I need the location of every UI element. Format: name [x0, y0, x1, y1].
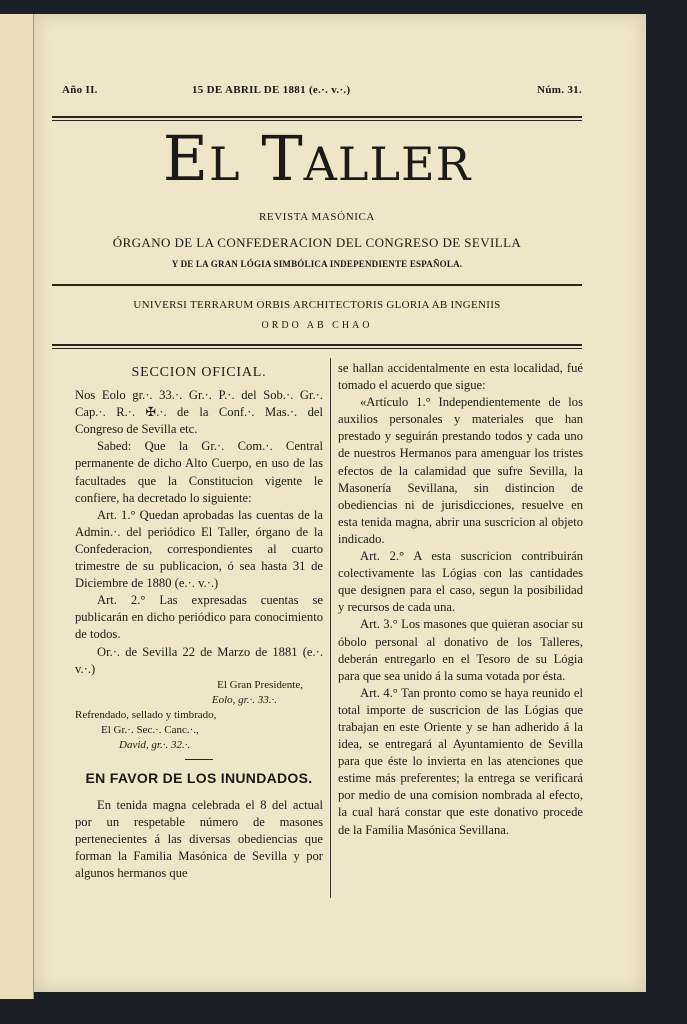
paragraph: Nos Eolo gr.·. 33.·. Gr.·. P.·. del Sob.·. Gr.·. Cap.·. R.·. ✠.·. de la Conf.·. Mas.·. del Congreso de Sevilla etc. — [75, 388, 323, 437]
section-title-oficial: SECCION OFICIAL. — [131, 365, 267, 380]
right-column — [338, 360, 583, 839]
paragraph: Art. 2.° A esta suscricion contribuirán colectivamente las Lógias con las cantidades que designen para el caso, segun la posibilidad y recursos de cada una. — [338, 549, 583, 615]
paragraph: Art. 3.° Los masones que quieran asociar su óbolo personal al donativo de los Talleres, deberán entregarlo en el Tesoro de su Lógia para que sea unido á la suma votada por ésta. — [338, 617, 583, 683]
masthead-letter: E — [162, 122, 210, 195]
issue-number: Núm. 31. — [537, 84, 582, 96]
top-rule-thin — [52, 120, 582, 121]
subtitle-revista: REVISTA MASÓNICA — [259, 211, 375, 223]
subtitle-logia: Y DE LA GRAN LÓGIA SIMBÓLICA INDEPENDIENTE ESPAÑOLA. — [171, 259, 463, 269]
paragraph: En tenida magna celebrada el 8 del actual por un respetable número de masones pertenecientes á las diversas obediencias que forman la Familia Masónica de Sevilla y por algunos hermanos que — [75, 797, 323, 881]
section-divider — [185, 759, 213, 760]
paragraph: Sabed: Que la Gr.·. Com.·. Central permanente de dicho Alto Cuerpo, en uso de las facultades que la Constitucion vigente le confiere, ha decretado lo siguiente: — [75, 439, 323, 505]
lower-rule — [52, 344, 582, 346]
signature-line: Refrendado, sellado y timbrado, — [75, 708, 217, 721]
motto-ordo: ORDO AB CHAO — [261, 320, 373, 331]
top-rule — [52, 116, 582, 118]
motto-line: UNIVERSI TERRARUM ORBIS ARCHITECTORIS GLORIA AB INGENIIS — [133, 299, 501, 311]
column-separator — [330, 358, 331, 898]
issue-year: Año II. — [62, 84, 98, 96]
paragraph: Art. 1.° Quedan aprobadas las cuentas de la Admin.·. del periódico El Taller, órgano de la Confederacion, correspondientes al cuarto trimestre de su publicacion, ó sea hasta 31 de Diciembre de 1880 (e.·. v.·.) — [75, 507, 323, 591]
paragraph: Or.·. de Sevilla 22 de Marzo de 1881 (e.·. v.·.) — [75, 644, 323, 676]
section-title-inundados: EN FAVOR DE LOS INUNDADOS. — [85, 769, 313, 786]
paragraph: Art. 4.° Tan pronto como se haya reunido el total importe de suscricion de las Lógias que trabajan en este Oriente y se han adherido á la idea, se entregará al Ayuntamiento de Sevilla para que éste lo invierta en las atenciones que estime más preferentes; la entrega se verificará por medio de una comision nombrada al efecto, la cual hará constar que este donativo procede de la Familia Masónica Sevillana. — [338, 685, 583, 837]
masthead-letters: ALLER — [303, 137, 472, 191]
signature-line: Eolo, gr.·. 33.·. — [211, 693, 277, 706]
adjacent-page-edge — [0, 14, 34, 999]
mid-rule — [52, 284, 582, 286]
paragraph: Art. 2.° Las expresadas cuentas se publicarán en dicho periódico para conocimiento de todos. — [75, 593, 323, 642]
paragraph: se hallan accidentalmente en esta localidad, fué tomado el acuerdo que sigue: — [338, 361, 583, 393]
paragraph: «Artículo 1.° Independientemente de los auxilios personales y materiales que han prestado y seguirán prestando todos y cada uno de nuestros Hermanos para amenguar los tristes efectos de la calamidad que sufre Sevilla, la Masonería Sevillana, sin distincion de obediencias ni de jurisdicciones, resuelve en esta tenida magna, abrir una suscricion al objeto indicado. — [338, 395, 583, 546]
masthead-letter: L — [209, 137, 241, 191]
signature-line: El Gran Presidente, — [217, 678, 303, 691]
issue-date: 15 DE ABRIL DE 1881 (e.·. v.·.) — [192, 84, 351, 96]
signature-line: David, gr.·. 32.·. — [119, 738, 191, 751]
lower-rule-thin — [52, 348, 582, 349]
masthead-title — [52, 122, 582, 195]
subtitle-organo: ÓRGANO DE LA CONFEDERACION DEL CONGRESO DE SEVILLA — [112, 235, 522, 250]
masthead-letter: T — [261, 122, 304, 195]
left-column — [75, 360, 323, 882]
signature-line: El Gr.·. Sec.·. Canc.·., — [101, 723, 199, 736]
